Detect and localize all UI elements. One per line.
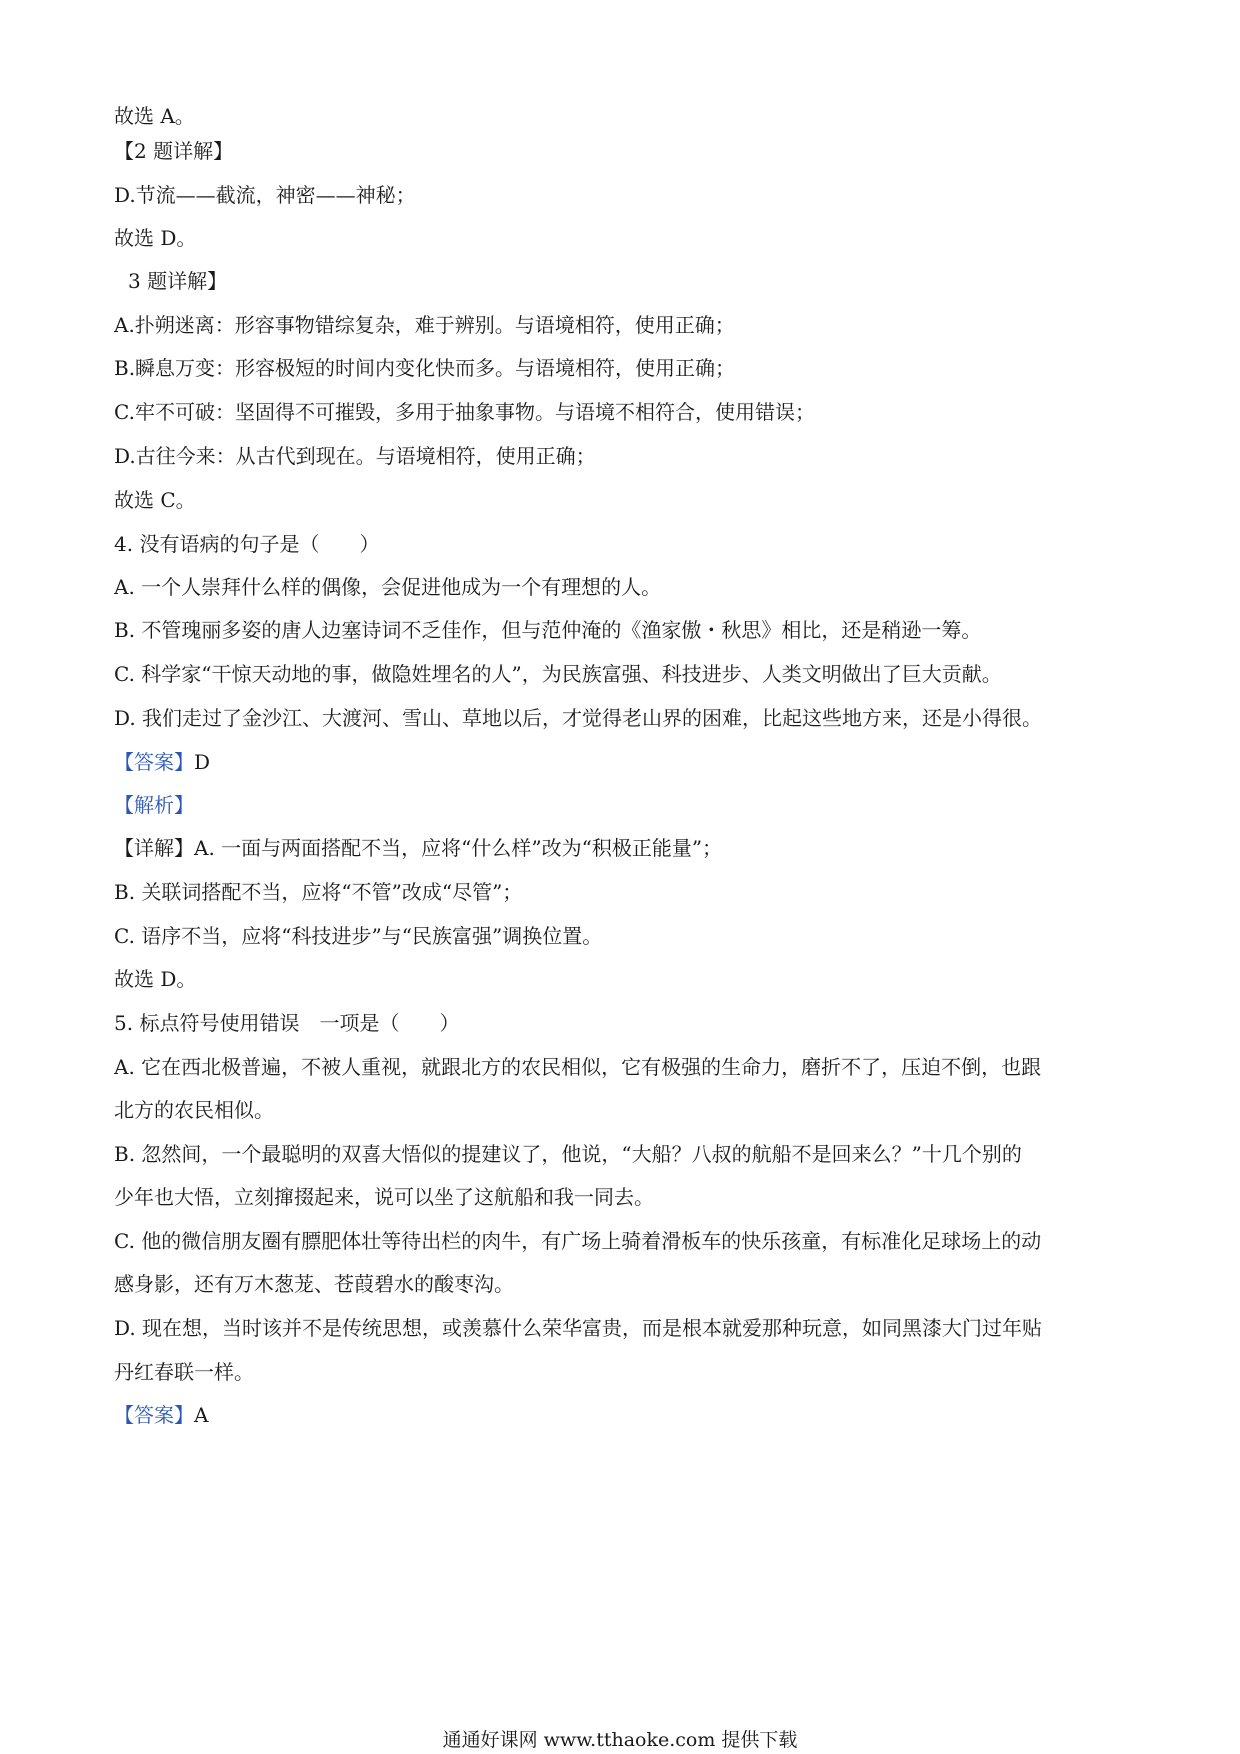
detail-line <box>114 833 1134 863</box>
answer-line <box>114 747 1134 777</box>
text-line: B.瞬息万变：形容极短的时间内变化快而多。与语境相符，使用正确； <box>114 356 736 380</box>
answer-label: 【答案】 <box>114 750 194 774</box>
text-line: 故选 A。 <box>114 104 195 128</box>
text-line: D.节流——截流，神密——神秘； <box>114 183 416 207</box>
question-heading: 【2 题详解】 <box>114 139 234 163</box>
option-line: C. 科学家“干惊天动地的事，做隐姓埋名的人”，为民族富强、科技进步、人类文明做出了巨大贡献。 <box>114 662 1002 686</box>
text-line: 故选 D。 <box>114 967 197 991</box>
answer-label: 【答案】 <box>114 1403 194 1427</box>
option-line: B. 忽然间，一个最聪明的双喜大悟似的提建议了，他说，“大船？八叔的航船不是回来么？”十几个别的 <box>114 1142 1022 1166</box>
detail-text: A. 一面与两面搭配不当，应将“什么样”改为“积极正能量”； <box>194 836 723 860</box>
option-line-continued: 北方的农民相似。 <box>114 1098 274 1122</box>
analysis-label: 【解析】 <box>114 793 194 817</box>
option-line-continued: 丹红春联一样。 <box>114 1360 254 1384</box>
text-line: A.扑朔迷离：形容事物错综复杂，难于辨别。与语境相符，使用正确； <box>114 313 735 337</box>
text-line: 故选 D。 <box>114 226 197 250</box>
page-footer: 通通好课网 www.tthaoke.com 提供下载 <box>442 1729 798 1751</box>
text-line: B. 关联词搭配不当，应将“不管”改成“尽管”； <box>114 880 523 904</box>
option-line: A. 它在西北极普遍，不被人重视，就跟北方的农民相似，它有极强的生命力，磨折不了，压迫不倒，也跟 <box>114 1055 1042 1079</box>
option-line-continued: 少年也大悟，立刻撺掇起来，说可以坐了这航船和我一同去。 <box>114 1185 654 1209</box>
option-line: B. 不管瑰丽多姿的唐人边塞诗词不乏佳作，但与范仲淹的《渔家傲・秋思》相比，还是稍逊一筹。 <box>114 618 982 642</box>
option-line-continued: 感身影，还有万木葱茏、苍葭碧水的酸枣沟。 <box>114 1272 514 1296</box>
answer-value: D <box>194 750 211 774</box>
option-line: D. 我们走过了金沙江、大渡河、雪山、草地以后，才觉得老山界的困难，比起这些地方来，还是小得很。 <box>114 706 1043 730</box>
text-line: 故选 C。 <box>114 488 196 512</box>
text-line: C. 语序不当，应将“科技进步”与“民族富强”调换位置。 <box>114 924 603 948</box>
text-line: D.古往今来：从古代到现在。与语境相符，使用正确； <box>114 444 596 468</box>
question-heading: 3 题详解】 <box>128 269 228 293</box>
answer-line <box>114 1400 1134 1430</box>
question-stem: 5. 标点符号使用错误 一项是（ ） <box>114 1011 460 1035</box>
option-line: C. 他的微信朋友圈有膘肥体壮等待出栏的肉牛，有广场上骑着滑板车的快乐孩童，有标准化足球场上的动 <box>114 1229 1042 1253</box>
option-line: A. 一个人崇拜什么样的偶像，会促进他成为一个有理想的人。 <box>114 575 662 599</box>
detail-label: 【详解】 <box>114 836 194 860</box>
text-line: C.牢不可破：坚固得不可摧毁，多用于抽象事物。与语境不相符合，使用错误； <box>114 400 815 424</box>
answer-value: A <box>194 1403 209 1427</box>
option-line: D. 现在想，当时该并不是传统思想，或羡慕什么荣华富贵，而是根本就爱那种玩意，如同黑漆大门过年贴 <box>114 1316 1043 1340</box>
question-stem: 4. 没有语病的句子是（ ） <box>114 532 380 556</box>
